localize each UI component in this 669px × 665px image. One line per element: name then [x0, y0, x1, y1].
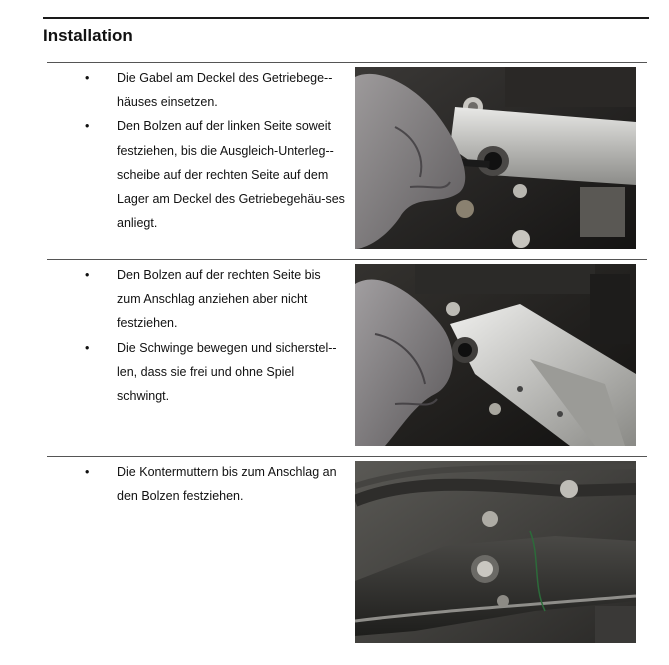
bullet-item	[85, 114, 347, 235]
bullet-icon: •	[85, 465, 90, 479]
bullet-icon: •	[85, 268, 90, 282]
row-divider	[47, 259, 647, 260]
top-rule	[43, 17, 649, 19]
bullet-text: Den Bolzen auf der rechten Seite bis zum Anschlag anziehen aber nicht festziehen.	[117, 268, 321, 331]
bullet-text: Die Kontermuttern bis zum Anschlag an den Bolzen festziehen.	[117, 465, 337, 504]
photo-fork-installation	[355, 67, 636, 249]
photo-lock-nuts	[355, 461, 636, 643]
step-1-bullets	[85, 66, 347, 235]
bullet-item	[85, 336, 347, 409]
photo-right-bolt-tightening	[355, 264, 636, 446]
bullet-icon: •	[85, 340, 90, 355]
step-2	[47, 259, 647, 453]
step-3-bullets	[85, 460, 347, 508]
section-title: Installation	[43, 26, 133, 45]
step-3	[47, 456, 647, 656]
row-divider	[47, 62, 647, 63]
bullet-item	[85, 460, 347, 508]
step-1	[47, 62, 647, 257]
step-2-bullets	[85, 263, 347, 408]
bullet-icon: •	[85, 119, 90, 134]
bullet-text: Die Schwinge bewegen und sicherstel-len, dass sie frei und ohne Spiel schwingt.	[117, 340, 337, 404]
bullet-text: Die Gabel am Deckel des Getriebege-häuses einsetzen.	[117, 71, 333, 110]
row-divider	[47, 456, 647, 457]
bullet-item	[85, 66, 347, 114]
bullet-icon: •	[85, 71, 90, 85]
bullet-text: Den Bolzen auf der linken Seite soweit festziehen, bis die Ausgleich-Unterleg-scheibe auf der rechten Seite auf dem Lager am Deckel des Getriebegehäu-ses anliegt.	[117, 119, 345, 231]
bullet-item	[85, 263, 347, 336]
